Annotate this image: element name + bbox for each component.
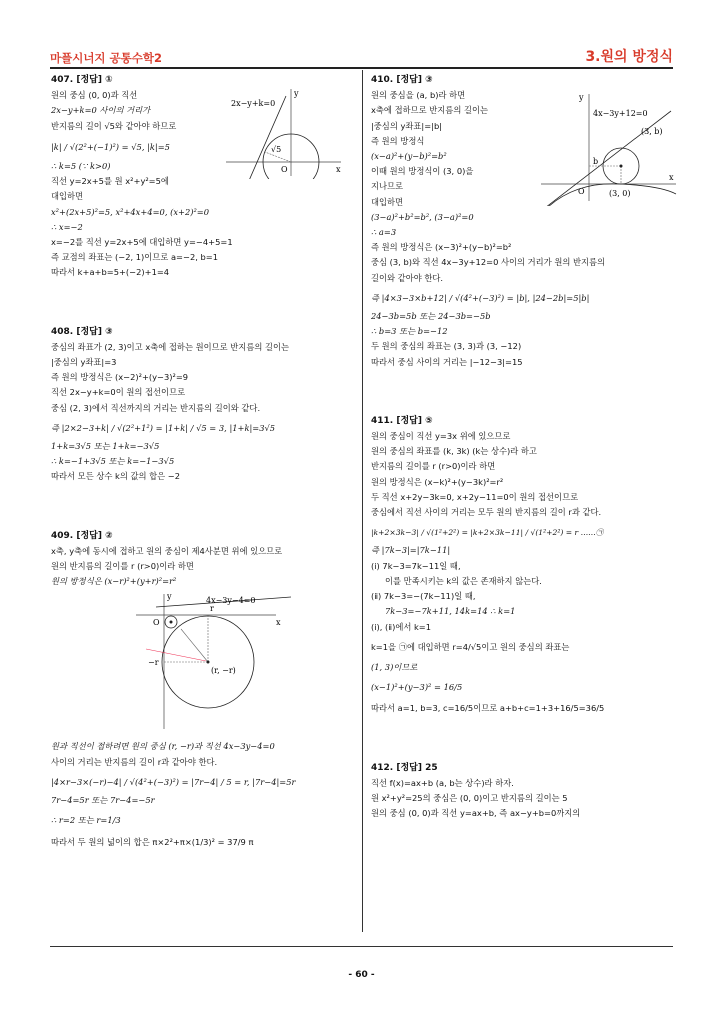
text-line: 지나므로 [371,181,404,192]
text-line: x축에 접하므로 반지름의 길이는 [371,105,489,116]
text-line: (ⅰ), (ⅱ)에서 k=1 [371,621,432,632]
fig407-y-label: y [294,89,299,99]
fig407-line-label: 2x−y+k=0 [231,99,276,109]
text-line: 대입하면 [371,196,404,207]
problem-title: 409. [정답] ② [51,530,113,541]
fig409-line-label: 4x−3y−4=0 [206,596,256,606]
fig409-y-label: y [167,592,172,602]
fig409-neg-r: −r [148,658,159,668]
text-line: 대입하면 [51,191,84,202]
page-number: - 60 - [348,970,375,980]
problem-title: 412. [정답] 25 [371,762,438,773]
text-line: (ⅱ) 7k−3=−(7k−11)일 때, [371,591,476,602]
text-line: 원의 중심을 (a, b)라 하면 [371,90,466,101]
problem-title: 408. [정답] ③ [51,326,113,337]
fig410-line-label: 4x−3y+12=0 [593,109,648,119]
text-line: 원의 방정식은 (x−k)²+(y−3k)²=r² [371,476,504,487]
text-line: ∴ a=3 [371,227,397,238]
problem-title: 407. [정답] ① [51,75,113,85]
text-line: 중심 (3, b)와 직선 4x−3y+12=0 사이의 거리가 원의 반지름의 [371,257,606,268]
figure-407 [216,84,346,179]
text-line: k=1을 ㉠에 대입하면 r=4/√5이고 원의 중심의 좌표는 [371,641,570,652]
text-line: (ⅰ) 7k−3=7k−11일 때, [371,560,461,571]
text-line: 반지름의 길이 √5와 같아야 하므로 [51,120,177,131]
text-line: 즉 교점의 좌표는 (−2, 1)이므로 a=−2, b=1 [51,252,218,263]
fig409-origin: O [153,618,160,628]
text-line: 원의 반지름의 길이를 r (r>0)이라 하면 [51,561,194,572]
text-line: 중심 (2, 3)에서 직선까지의 거리는 반지름의 길이와 같다. [51,402,261,413]
text-line: 즉 |7k−3|=|7k−11| [371,545,451,556]
text-line: 중심의 좌표가 (2, 3)이고 x축에 접하는 원이므로 반지름의 길이는 [51,341,290,352]
text-line: x²+(2x+5)²=5, x²+4x+4=0, (x+2)²=0 [51,206,210,217]
text-line: 즉 |4×3−3×b+12| / √(4²+(−3)²) = |b|, |24−2b|=5|b| [371,292,590,303]
text-line: 1+k=3√5 또는 1+k=−3√5 [51,441,160,452]
header-rule [50,67,673,69]
text-line: 따라서 중심 사이의 거리는 |−12−3|=15 [371,356,523,367]
problem-408 [51,325,356,485]
text-line: 24−3b=5b 또는 24−3b=−5b [371,311,491,322]
text-line: |k+2×3k−3| / √(1²+2²) = |k+2×3k−11| / √(1²+2²) = r ……㉠ [371,528,604,538]
fig410-y-label: y [579,93,584,103]
text-line: x축, y축에 동시에 접하고 원의 중심이 제4사분면 위에 있으므로 [51,545,283,556]
text-line: 7r−4=5r 또는 7r−4=−5r [51,795,155,806]
fig410-x-label: x [669,173,674,183]
fig410-origin: O [578,187,585,197]
text-line: (1, 3)이므로 [371,661,418,672]
text-line: ∴ x=−2 [51,221,83,232]
fig410-center-label: (3, b) [641,127,663,137]
text-line: (3−a)²+b²=b², (3−a)²=0 [371,211,474,222]
text-line: 원의 중심이 직선 y=3x 위에 있으므로 [371,431,511,442]
text-line: 원과 직선이 접하려면 원의 중심 (r, −r)과 직선 4x−3y−4=0 [51,741,275,752]
text-line: ∴ b=3 또는 b=−12 [371,326,448,337]
text-line: 두 원의 중심의 좌표는 (3, 3)과 (3, −12) [371,341,522,352]
chapter-title: 3.원의 방정식 [585,49,673,65]
text-line: (x−1)²+(y−3)² = 16/5 [371,682,463,693]
text-line: 원의 중심 (0, 0)과 직선 [51,90,138,101]
text-line: 직선 2x−y+k=0이 원의 접선이므로 [51,387,186,398]
text-line: 직선 f(x)=ax+b (a, b는 상수)라 하자. [371,777,514,788]
text-line: 즉 |2×2−3+k| / √(2²+1²) = |1+k| / √5 = 3, |1+k|=3√5 [51,422,276,433]
fig409-center-label: (r, −r) [211,666,236,676]
text-line: 두 직선 x+2y−3k=0, x+2y−11=0이 원의 접선이므로 [371,491,579,502]
text-line: 길이와 같아야 한다. [371,272,444,283]
text-line: x=−2를 직선 y=2x+5에 대입하면 y=−4+5=1 [51,237,233,248]
fig407-x-label: x [336,165,341,175]
text-line: 이를 만족시키는 k의 값은 존재하지 않는다. [385,575,542,586]
problem-title: 411. [정답] ⑤ [371,415,433,426]
text-line: 원 x²+y²=25의 중심은 (0, 0)이고 반지름의 길이는 5 [371,792,568,803]
text-line: 따라서 a=1, b=3, c=16/5이므로 a+b+c=1+3+16/5=36/5 [371,703,605,714]
text-line: 즉 원의 방정식 [371,135,425,146]
text-line: |k| / √(2²+(−1)²) = √5, |k|=5 [51,141,170,152]
fig407-origin: O [281,165,288,175]
figure-410 [531,86,681,206]
text-line: 따라서 모든 상수 k의 값의 합은 −2 [51,471,181,482]
fig409-r: r [210,604,214,614]
problem-410 [371,73,676,370]
text-line: 따라서 k+a+b=5+(−2)+1=4 [51,267,170,278]
text-line: 이때 원의 방정식이 (3, 0)을 [371,166,474,177]
fig409-x-label: x [276,618,281,628]
text-line: 원의 방정식은 (x−r)²+(y+r)²=r² [51,576,177,587]
problem-412 [371,761,676,822]
text-line: 원의 중심 (0, 0)과 직선 y=ax+b, 즉 ax−y+b=0까지의 [371,808,581,819]
text-line: 즉 원의 방정식은 (x−2)²+(y−3)²=9 [51,372,189,383]
book-title: 마플시너지 공통수학2 [50,51,162,65]
text-line: 즉 원의 방정식은 (x−3)²+(y−b)²=b² [371,242,512,253]
column-divider [362,70,363,932]
problem-title: 410. [정답] ③ [371,75,433,85]
text-line: ∴ k=5 (∵ k>0) [51,161,111,172]
text-line: ∴ r=2 또는 r=1/3 [51,815,121,826]
fig410-point-label: (3, 0) [609,189,631,199]
text-line: (x−a)²+(y−b)²=b² [371,151,447,162]
text-line: 직선 y=2x+5를 원 x²+y²=5에 [51,176,169,187]
fig407-radius-label: √5 [271,145,282,155]
problem-411 [371,414,676,717]
text-line: 반지름의 길이를 r (r>0)이라 하면 [371,461,496,472]
text-line: |4×r−3×(−r)−4| / √(4²+(−3)²) = |7r−4| / 5 = r, |7r−4|=5r [51,776,296,787]
text-line: 사이의 거리는 반지름의 길이 r과 같아야 한다. [51,756,218,767]
right-column [371,73,676,821]
text-line: 2x−y+k=0 사이의 거리가 [51,105,151,116]
fig410-b-label: b [593,157,599,167]
footer-rule [50,946,673,947]
text-line: 중심에서 직선 사이의 거리는 모두 원의 반지름의 길이 r과 같다. [371,507,602,518]
problem-409 [51,529,356,850]
text-line: |중심의 y좌표|=3 [51,357,117,368]
text-line: ∴ k=−1+3√5 또는 k=−1−3√5 [51,456,175,467]
text-line: 따라서 두 원의 넓이의 합은 π×2²+π×(1/3)² = 37/9 π [51,836,254,847]
text-line: |중심의 y좌표|=|b| [371,120,443,131]
text-line: 7k−3=−7k+11, 14k=14 ∴ k=1 [385,606,516,617]
figure-409 [126,589,306,739]
text-line: 원의 중심의 좌표를 (k, 3k) (k는 상수)라 하고 [371,446,537,457]
left-column [51,73,356,850]
problem-407 [51,73,356,281]
